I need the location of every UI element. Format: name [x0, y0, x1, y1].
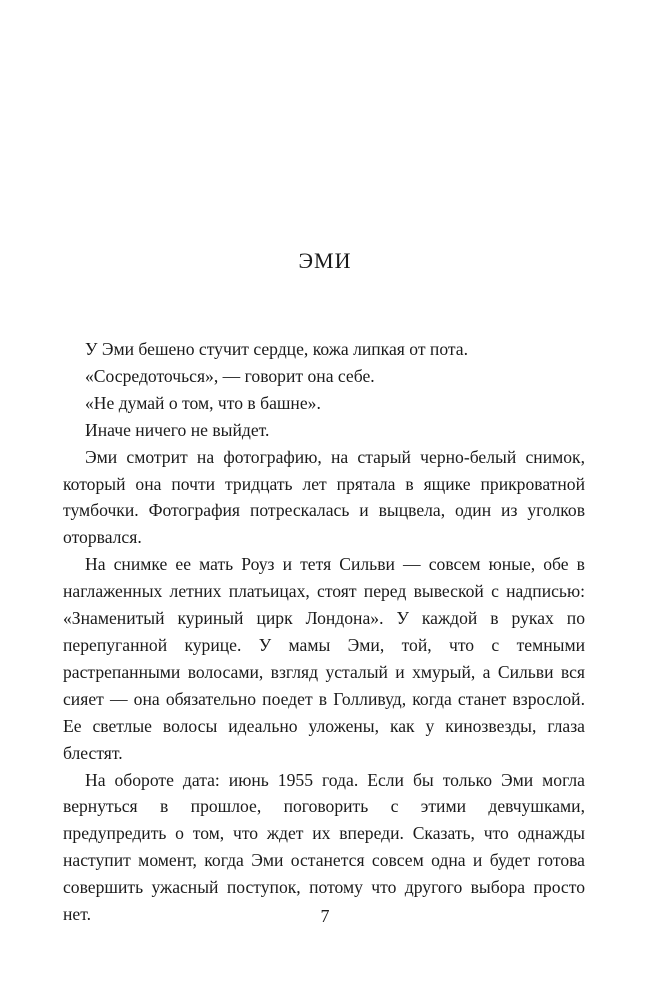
paragraph-4: Иначе ничего не выйдет.	[85, 419, 270, 440]
page-number: 7	[320, 906, 330, 926]
chapter-title: ЭМИ	[298, 248, 352, 273]
paragraph-7: На обороте дата: июнь 1955 года. Если бы только Эми могла вернуться в прошлое, поговорить с этими девчушками, предупредить о том, что ждет их впереди. Сказать, что однажды наступит момент, когда Эми останется совсем одна и будет готова совершить ужасный поступок, потому что другого выбора просто нет.	[63, 769, 585, 925]
paragraph-5: Эми смотрит на фотографию, на старый черно-белый снимок, который она почти тридцать лет прятала в ящике прикроватной тумбочки. Фотография потрескалась и выцвела, один из уголков оторвался.	[63, 446, 585, 548]
body-text	[63, 336, 585, 928]
paragraph-1: У Эми бешено стучит сердце, кожа липкая от пота.	[85, 339, 469, 359]
paragraph-3: «Не думай о том, что в башне».	[85, 392, 321, 413]
paragraph-2: «Сосредоточься», — говорит она себе.	[85, 365, 375, 386]
paragraph-6: На снимке ее мать Роуз и тетя Сильви — совсем юные, обе в наглаженных летних платьицах, стоят перед вывеской с надписью: «Знаменитый куриный цирк Лондона». У каждой в руках по перепуганной курице. У мамы Эми, той, что с темными растрепанными волосами, взгляд усталый и хмурый, а Сильви вся сияет — она обязательно поедет в Голливуд, когда станет взрослой. Ее светлые волосы идеально уложены, как у кинозвезды, глаза блестят.	[63, 554, 585, 763]
